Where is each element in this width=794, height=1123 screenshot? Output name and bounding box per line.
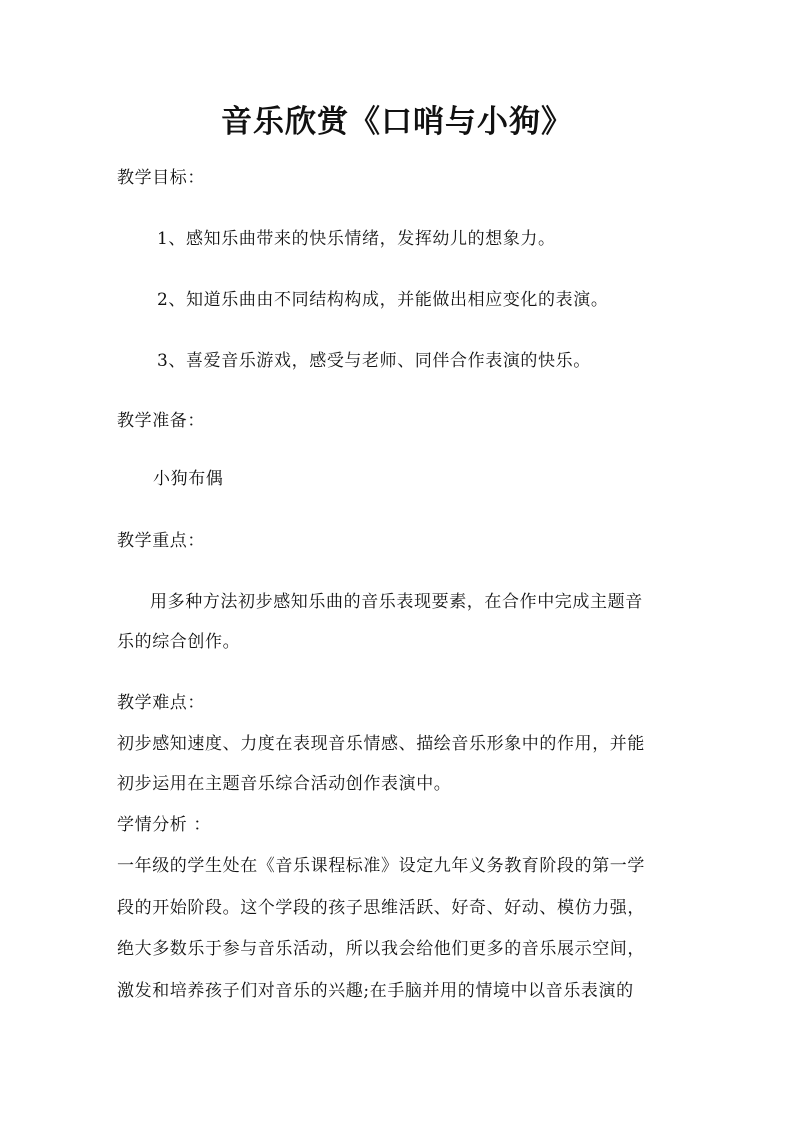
- objective-item-2: 2、知道乐曲由不同结构构成，并能做出相应变化的表演。: [157, 290, 609, 310]
- analysis-line-2: 段的开始阶段。这个学段的孩子思维活跃、好奇、好动、模仿力强，: [117, 898, 645, 918]
- objective-item-1: 1、感知乐曲带来的快乐情绪，发挥幼儿的想象力。: [157, 229, 556, 249]
- difficulties-line-2: 初步运用在主题音乐综合活动创作表演中。: [117, 774, 452, 794]
- key-points-line-2: 乐的综合创作。: [117, 632, 241, 652]
- difficulties-heading: 教学难点：: [117, 693, 205, 713]
- objective-item-3: 3、喜爱音乐游戏，感受与老师、同伴合作表演的快乐。: [157, 351, 591, 371]
- objectives-heading: 教学目标：: [117, 168, 205, 188]
- analysis-line-4: 激发和培养孩子们对音乐的兴趣;在手脑并用的情境中以音乐表演的: [117, 981, 634, 1001]
- key-points-line-1: 用多种方法初步感知乐曲的音乐表现要素，在合作中完成主题音: [150, 592, 643, 612]
- preparation-heading: 教学准备：: [117, 411, 205, 431]
- difficulties-line-1: 初步感知速度、力度在表现音乐情感、描绘音乐形象中的作用，并能: [117, 734, 645, 754]
- analysis-line-3: 绝大多数乐于参与音乐活动，所以我会给他们更多的音乐展示空间，: [117, 939, 645, 959]
- preparation-content: 小狗布偶: [153, 469, 224, 489]
- document-title: 音乐欣赏《口哨与小狗》: [221, 104, 573, 140]
- key-points-heading: 教学重点：: [117, 531, 205, 551]
- analysis-line-1: 一年级的学生处在《音乐课程标准》设定九年义务教育阶段的第一学: [117, 856, 645, 876]
- analysis-heading: 学情分析 ：: [117, 815, 212, 835]
